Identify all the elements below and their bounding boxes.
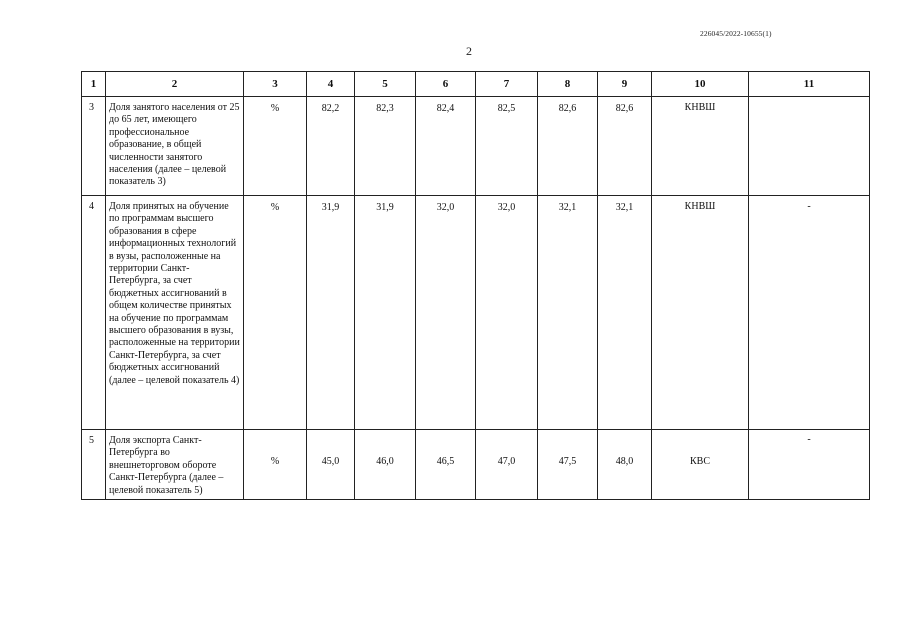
- indicator-name: Доля экспорта Санкт-Петербурга во внешнеторговом обороте Санкт-Петербурга (далее – целевой показатель 5): [106, 430, 244, 500]
- source-cell: КНВШ: [652, 97, 749, 196]
- column-header: 6: [416, 72, 476, 97]
- column-header: 7: [476, 72, 538, 97]
- source-cell: КНВШ: [652, 196, 749, 430]
- column-header: 8: [538, 72, 598, 97]
- page-number: 2: [466, 44, 472, 58]
- row-number: 4: [82, 196, 106, 430]
- unit-cell: %: [244, 97, 307, 196]
- column-header: 3: [244, 72, 307, 97]
- column-header: 1: [82, 72, 106, 97]
- note-cell: -: [749, 196, 870, 430]
- column-header: 2: [106, 72, 244, 97]
- table-row: [82, 430, 870, 500]
- unit-cell: %: [244, 196, 307, 430]
- value-cell: 82,3: [355, 97, 416, 196]
- value-cell: 32,0: [476, 196, 538, 430]
- value-cell: 32,0: [416, 196, 476, 430]
- value-cell: 48,0: [598, 430, 652, 500]
- value-cell: 32,1: [598, 196, 652, 430]
- value-cell: 47,5: [538, 430, 598, 500]
- value-cell: 82,2: [307, 97, 355, 196]
- value-cell: 32,1: [538, 196, 598, 430]
- value-cell: 46,5: [416, 430, 476, 500]
- indicator-name: Доля принятых на обучение по программам высшего образования в сфере информационных технологий в вузы, расположенные на территории Санкт-Петербурга, за счет бюджетных ассигнований в общем количестве принятых на обучение по программам высшего образования в вузы, расположенные на территории Санкт-Петербурга, за счет бюджетных ассигнований (далее – целевой показатель 4): [106, 196, 244, 430]
- value-cell: 45,0: [307, 430, 355, 500]
- table-row: [82, 97, 870, 196]
- unit-cell: %: [244, 430, 307, 500]
- column-header: 10: [652, 72, 749, 97]
- indicators-table: [81, 71, 870, 500]
- source-cell: КВС: [652, 430, 749, 500]
- value-cell: 47,0: [476, 430, 538, 500]
- column-header: 4: [307, 72, 355, 97]
- value-cell: 31,9: [355, 196, 416, 430]
- value-cell: 82,5: [476, 97, 538, 196]
- value-cell: 82,4: [416, 97, 476, 196]
- value-cell: 82,6: [598, 97, 652, 196]
- row-number: 3: [82, 97, 106, 196]
- column-header: 5: [355, 72, 416, 97]
- table-row: [82, 196, 870, 430]
- value-cell: 46,0: [355, 430, 416, 500]
- column-header: 9: [598, 72, 652, 97]
- table-header-row: [82, 72, 870, 97]
- column-header: 11: [749, 72, 870, 97]
- indicator-name: Доля занятого населения от 25 до 65 лет, имеющего профессиональное образование, в общей численности занятого населения (далее – целевой показатель 3): [106, 97, 244, 196]
- value-cell: 82,6: [538, 97, 598, 196]
- row-number: 5: [82, 430, 106, 500]
- note-cell: [749, 97, 870, 196]
- document-id: 226045/2022-10655(1): [700, 29, 772, 38]
- note-cell: -: [749, 430, 870, 500]
- value-cell: 31,9: [307, 196, 355, 430]
